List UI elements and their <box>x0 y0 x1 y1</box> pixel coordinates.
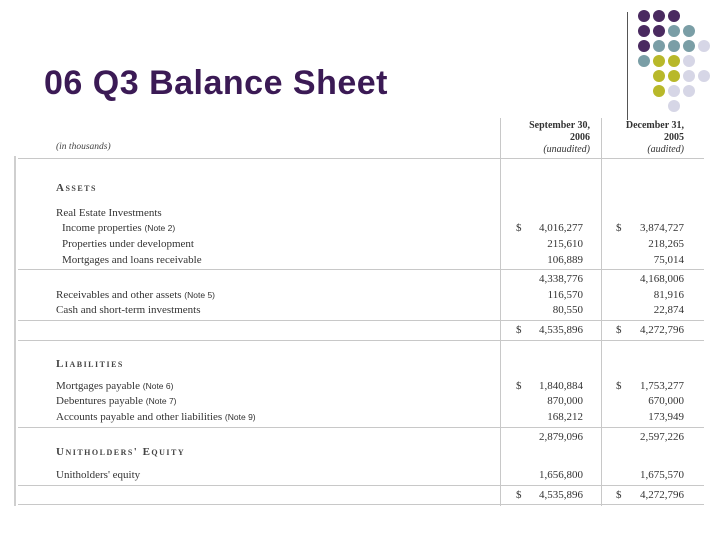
decorative-dot <box>653 40 665 52</box>
row-rule <box>18 427 704 428</box>
section-assets: Assets <box>56 182 97 194</box>
value-2006: 1,840,884 <box>539 380 583 392</box>
subtotal-2006: 4,338,776 <box>539 273 583 285</box>
table-row <box>56 238 696 253</box>
table-row <box>56 380 696 395</box>
value-2006: 116,570 <box>547 289 583 301</box>
value-2006: 4,016,277 <box>539 222 583 234</box>
currency-symbol: $ <box>516 489 522 501</box>
column-header-status: (audited) <box>647 144 684 155</box>
decorative-dot <box>653 55 665 67</box>
row-rule <box>18 320 704 321</box>
decorative-dot <box>683 85 695 97</box>
row-label: Real Estate Investments <box>56 207 162 219</box>
currency-symbol: $ <box>616 324 622 336</box>
table-row <box>56 289 696 304</box>
table-left-border <box>14 156 16 506</box>
table-row <box>56 222 696 237</box>
row-label: Mortgages payable (Note 6) <box>56 380 174 392</box>
currency-symbol: $ <box>616 222 622 234</box>
grand-total-2006: 4,535,896 <box>539 489 583 501</box>
value-2006: 1,656,800 <box>539 469 583 481</box>
row-label: Debentures payable (Note 7) <box>56 395 177 407</box>
subtotal-2005: 4,168,006 <box>640 273 684 285</box>
decorative-dot <box>668 70 680 82</box>
title-divider <box>627 12 628 120</box>
currency-symbol: $ <box>616 489 622 501</box>
table-row <box>56 254 696 269</box>
value-2005: 173,949 <box>648 411 684 423</box>
currency-symbol: $ <box>616 380 622 392</box>
total-liabilities-2005: 2,597,226 <box>640 431 684 443</box>
currency-symbol: $ <box>516 324 522 336</box>
table-row <box>56 489 696 504</box>
row-label: Accounts payable and other liabilities (Note 9) <box>56 411 256 423</box>
decorative-dot <box>638 55 650 67</box>
decorative-dot <box>653 85 665 97</box>
header-rule <box>18 158 704 159</box>
decorative-dot <box>638 10 650 22</box>
column-header-year: 2005 <box>664 132 684 143</box>
row-label: Mortgages and loans receivable <box>62 254 202 266</box>
total-assets-2006: 4,535,896 <box>539 324 583 336</box>
column-header-date: September 30, <box>529 120 590 131</box>
currency-symbol: $ <box>516 380 522 392</box>
table-row <box>56 324 696 339</box>
total-liabilities-2006: 2,879,096 <box>539 431 583 443</box>
value-2005: 22,874 <box>653 304 684 316</box>
balance-sheet-table <box>14 118 704 506</box>
decorative-dot <box>683 40 695 52</box>
value-2005: 670,000 <box>648 395 684 407</box>
table-row <box>56 207 696 222</box>
row-rule <box>18 485 704 486</box>
decorative-dot <box>668 55 680 67</box>
row-rule <box>18 340 704 341</box>
value-2006: 870,000 <box>547 395 583 407</box>
row-rule <box>18 504 704 505</box>
decorative-dot <box>668 85 680 97</box>
column-header-year: 2006 <box>570 132 590 143</box>
value-2005: 81,916 <box>653 289 684 301</box>
decorative-dot <box>698 70 710 82</box>
table-row <box>56 273 696 288</box>
decorative-dot <box>653 10 665 22</box>
decorative-dot <box>683 25 695 37</box>
row-label: Income properties (Note 2) <box>62 222 176 234</box>
row-rule <box>18 269 704 270</box>
value-2005: 1,675,570 <box>640 469 684 481</box>
decorative-dot-grid <box>638 10 720 120</box>
decorative-dot <box>638 25 650 37</box>
decorative-dot <box>668 10 680 22</box>
units-note: (in thousands) <box>56 142 111 152</box>
column-header-date: December 31, <box>625 120 684 131</box>
decorative-dot <box>698 40 710 52</box>
decorative-dot <box>683 55 695 67</box>
row-label: Properties under development <box>62 238 194 250</box>
currency-symbol: $ <box>516 222 522 234</box>
row-label: Receivables and other assets (Note 5) <box>56 289 216 301</box>
total-assets-2005: 4,272,796 <box>640 324 684 336</box>
value-2005: 3,874,727 <box>640 222 684 234</box>
row-label: Cash and short-term investments <box>56 304 201 316</box>
value-2006: 80,550 <box>552 304 583 316</box>
grand-total-2005: 4,272,796 <box>640 489 684 501</box>
value-2005: 75,014 <box>653 254 684 266</box>
value-2005: 1,753,277 <box>640 380 684 392</box>
value-2006: 215,610 <box>547 238 583 250</box>
slide-title: 06 Q3 Balance Sheet <box>44 64 389 102</box>
table-row <box>56 469 696 484</box>
decorative-dot <box>653 70 665 82</box>
table-row <box>56 304 696 319</box>
decorative-dot <box>668 40 680 52</box>
table-row <box>56 431 696 446</box>
decorative-dot <box>653 25 665 37</box>
column-header-dec-2005 <box>604 120 684 156</box>
decorative-dot <box>683 70 695 82</box>
decorative-dot <box>638 40 650 52</box>
column-header-status: (unaudited) <box>543 144 590 155</box>
decorative-dot <box>668 100 680 112</box>
table-row <box>56 411 696 426</box>
value-2006: 168,212 <box>547 411 583 423</box>
table-row <box>56 395 696 410</box>
value-2005: 218,265 <box>648 238 684 250</box>
column-header-sep-2006 <box>502 120 590 156</box>
section-liabilities: Liabilities <box>56 358 124 370</box>
value-2006: 106,889 <box>547 254 583 266</box>
section-equity: Unitholders' Equity <box>56 446 186 458</box>
row-label: Unitholders' equity <box>56 469 141 481</box>
decorative-dot <box>668 25 680 37</box>
